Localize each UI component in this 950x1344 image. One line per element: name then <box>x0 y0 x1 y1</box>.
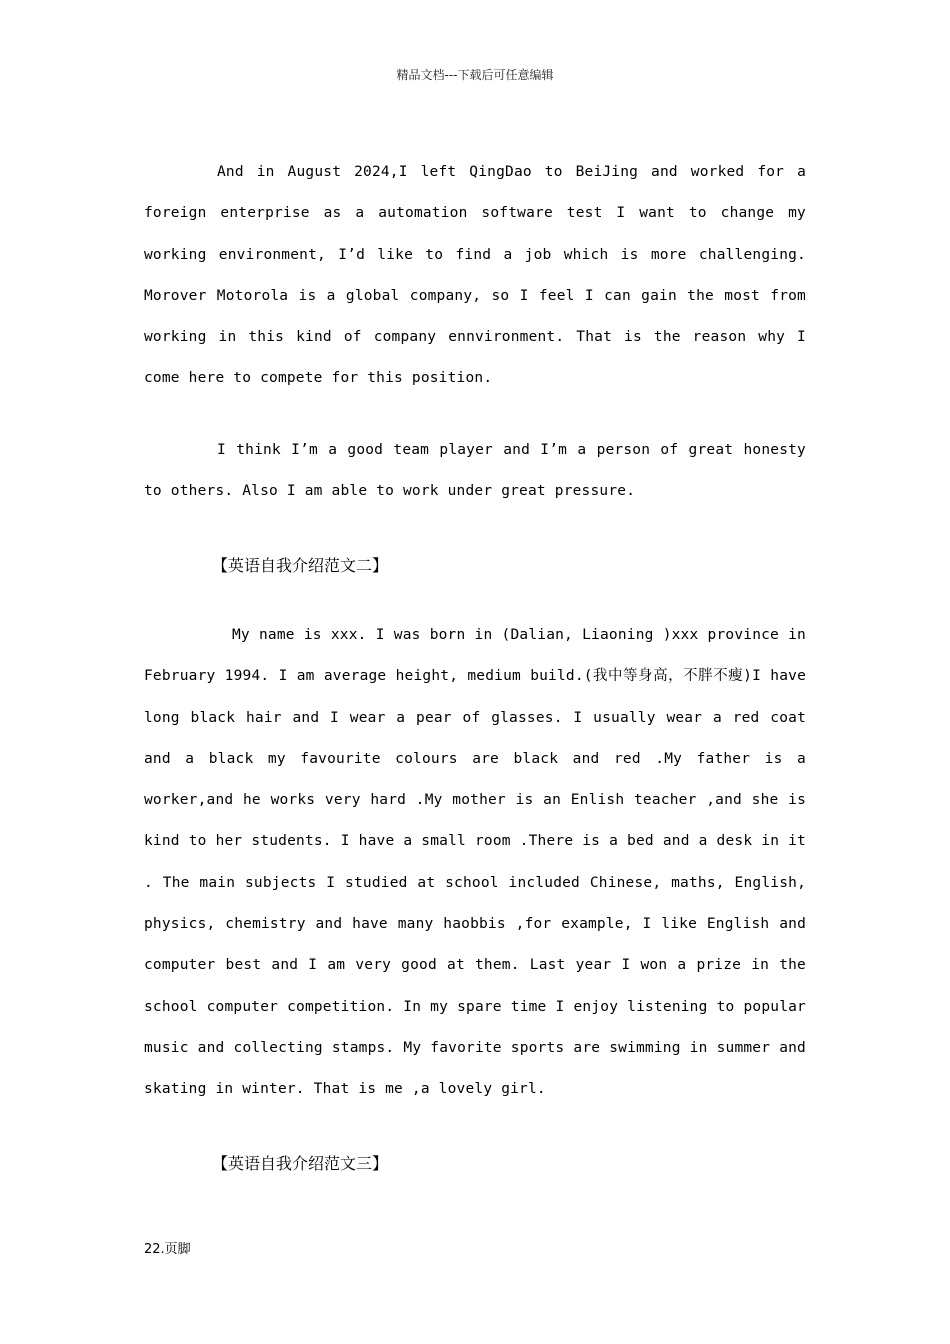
section-heading-two: 【英语自我介绍范文二】 <box>212 556 389 575</box>
page-footer: 22.页脚 <box>144 1242 191 1257</box>
section-heading-three: 【英语自我介绍范文三】 <box>212 1154 389 1173</box>
paragraph-career: And in August 2024,I left QingDao to BeiJing and worked for a foreign enterprise as a automation software test I want to change my working environment, I’d like to find a job which is more challenging. Morover Motorola is a global company, so I feel I can gain the most from working in this kind of company ennvironment. That is the reason why I come here to compete for this position. <box>144 164 806 387</box>
page-header: 精品文档---下载后可任意编辑 <box>396 68 554 82</box>
paragraph-teamwork: I think I’m a good team player and I’m a person of great honesty to others. Also I am able to work under great pressure. <box>144 442 806 500</box>
paragraph-self-introduction: My name is xxx. I was born in (Dalian, Liaoning )xxx province in February 1994. I am average height, medium build.(我中等身高，不胖不瘦)I have long black hair and I wear a pear of glasses. I usually wear a red coat and a black my favourite colours are black and red .My father is a worker,and he works very hard .My mother is an Enlish teacher ,and she is kind to her students. I have a small room .There is a bed and a desk in it . The main subjects I studied at school included Chinese, maths, English, physics, chemistry and have many haobbis ,for example, I like English and computer best and I am very good at them. Last year I won a prize in the school computer competition. In my spare time I enjoy listening to popular music and collecting stamps. My favorite sports are swimming in summer and skating in winter. That is me ,a lovely girl. <box>144 627 806 1098</box>
